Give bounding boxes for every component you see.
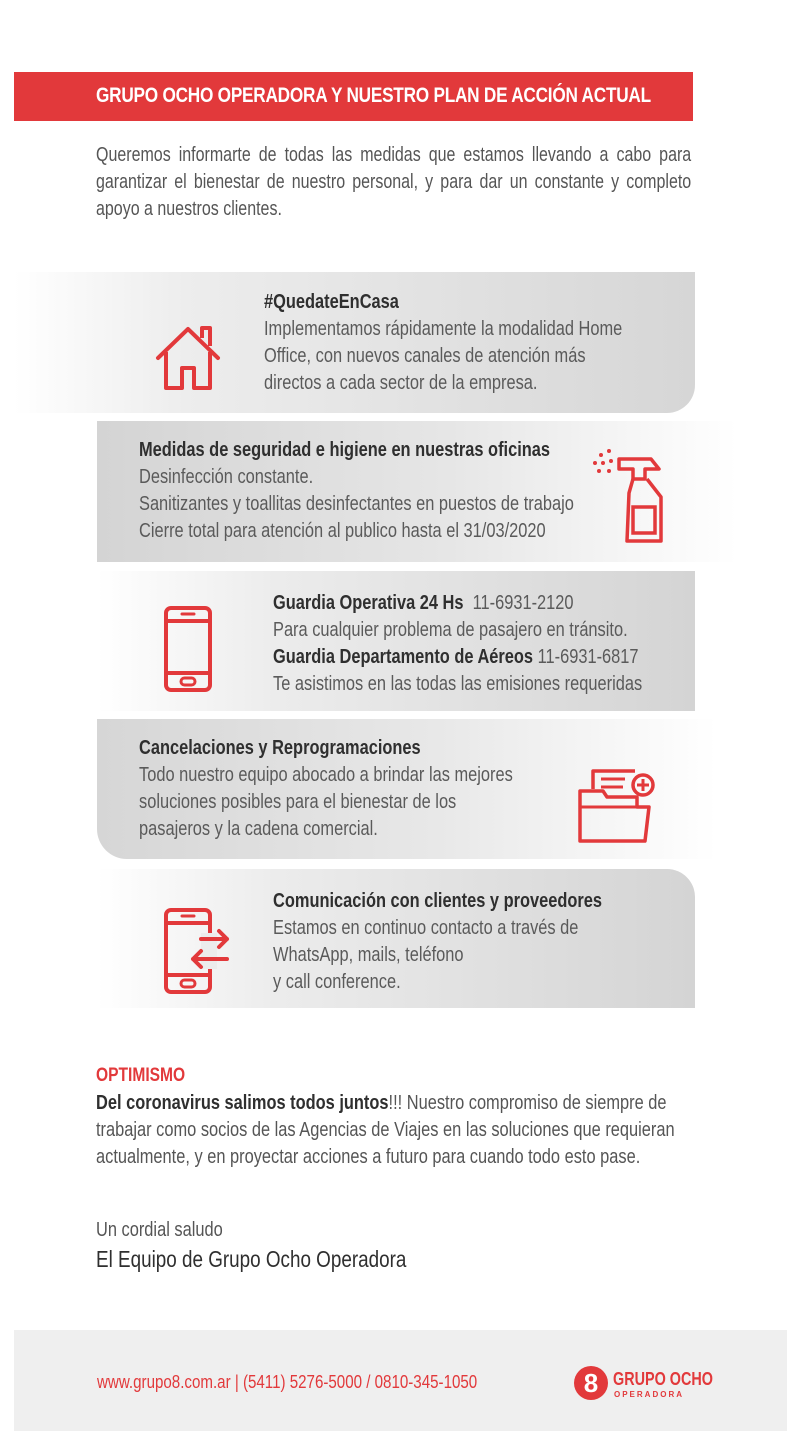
smartphone-icon — [163, 605, 213, 693]
greeting: Un cordial saludo — [96, 1219, 223, 1241]
footer-contact[interactable]: www.grupo8.com.ar | (5411) 5276-5000 / 0810-345-1050 — [97, 1372, 478, 1392]
signature: El Equipo de Grupo Ocho Operadora — [96, 1246, 407, 1272]
card-line: Cierre total para atención al publico hasta el 31/03/2020 — [139, 520, 546, 542]
intro-paragraph: Queremos informarte de todas las medidas que estamos llevando a cabo para garantizar el bienestar de nuestro personal, y para dar un constante y completo apoyo a nuestros clientes. — [96, 144, 692, 220]
guardia-operativa-phone: 11-6931-2120 — [472, 592, 574, 614]
guardia-operativa-desc: Para cualquier problema de pasajero en tránsito. — [273, 619, 628, 641]
optimism-paragraph — [96, 1090, 706, 1171]
card-seguridad-higiene — [97, 421, 737, 562]
card-title: #QuedateEnCasa — [264, 291, 399, 313]
logo-mark-icon — [573, 1365, 609, 1401]
logo-mark: 8 — [583, 1368, 599, 1398]
guardia-aereos-phone: 11-6931-6817 — [537, 646, 639, 668]
guardia-aereos-desc: Te asistimos en las todas las emisiones requeridas — [273, 673, 643, 695]
card-title: Comunicación con clientes y proveedores — [273, 890, 603, 912]
card-line: directos a cada sector de la empresa. — [264, 372, 538, 394]
card-line: pasajeros y la cadena comercial. — [139, 818, 378, 840]
card-quedate-en-casa — [14, 272, 695, 413]
card-guardias — [97, 571, 695, 711]
header-banner — [14, 72, 693, 121]
logo-sub: OPERADORA — [614, 1390, 685, 1399]
folder-add-icon — [577, 767, 657, 845]
grupo-ocho-logo — [573, 1365, 713, 1401]
guardia-aereos-line — [273, 644, 639, 671]
card-line: Office, con nuevos canales de atención más — [264, 345, 586, 367]
optimism-text: !!! Nuestro compromiso de siempre de trabajar como socios de las Agencias de Viajes en las soluciones que requieran actualmente, y en proyectar acciones a futuro para cuando todo esto pase. — [96, 1092, 675, 1168]
page-title: GRUPO OCHO OPERADORA Y NUESTRO PLAN DE ACCIÓN ACTUAL — [96, 84, 651, 107]
card-line: Desinfección constante. — [139, 466, 314, 488]
spray-bottle-icon — [589, 441, 669, 545]
card-line: Estamos en continuo contacto a través de — [273, 917, 579, 939]
phone-transfer-icon — [163, 907, 235, 995]
card-title: Cancelaciones y Reprogramaciones — [139, 737, 421, 759]
optimism-heading: OPTIMISMO — [96, 1065, 186, 1086]
guardia-operativa-line — [273, 590, 574, 617]
guardia-aereos-title: Guardia Departamento de Aéreos — [273, 646, 534, 668]
logo-brand: GRUPO OCHO — [613, 1369, 714, 1389]
card-line: soluciones posibles para el bienestar de los — [139, 791, 457, 813]
card-line: Implementamos rápidamente la modalidad Home — [264, 318, 623, 340]
card-comunicacion — [97, 869, 695, 1008]
house-icon — [152, 322, 224, 392]
footer — [14, 1330, 787, 1431]
guardia-operativa-title: Guardia Operativa 24 Hs — [273, 592, 464, 614]
card-line: WhatsApp, mails, teléfono — [273, 944, 464, 966]
card-cancelaciones — [97, 719, 717, 859]
card-line: Sanitizantes y toallitas desinfectantes en puestos de trabajo — [139, 493, 574, 515]
card-title: Medidas de seguridad e higiene en nuestras oficinas — [139, 439, 551, 461]
card-line: Todo nuestro equipo abocado a brindar las mejores — [139, 764, 513, 786]
card-line: y call conference. — [273, 971, 401, 993]
optimism-bold: Del coronavirus salimos todos juntos — [96, 1092, 389, 1114]
